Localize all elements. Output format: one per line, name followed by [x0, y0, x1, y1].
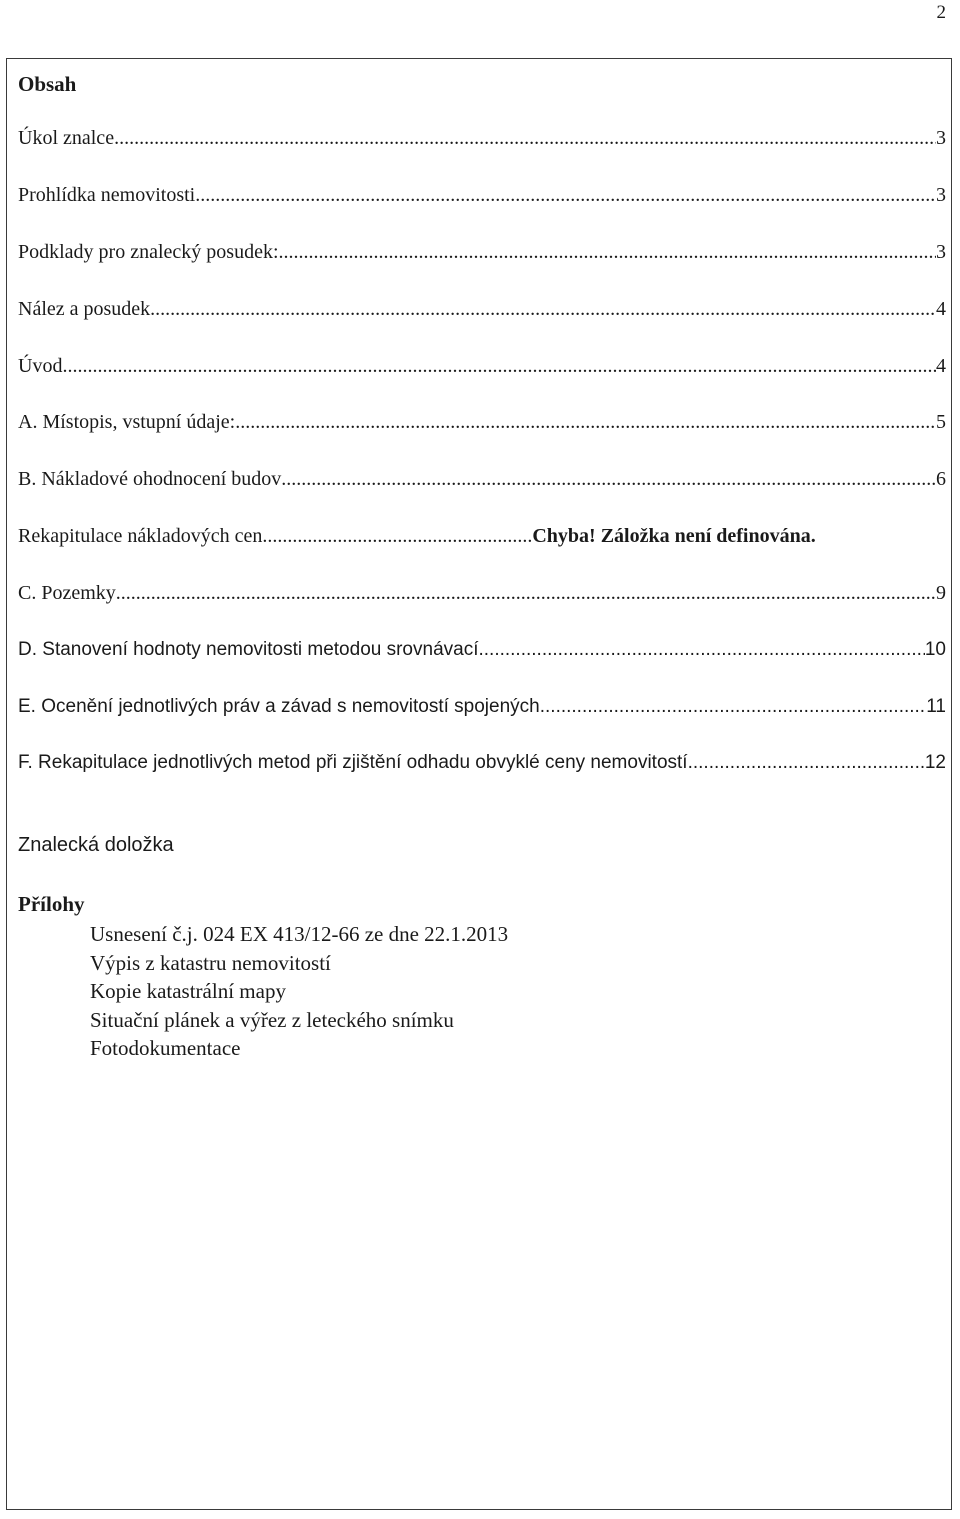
toc-entry-page: 5 [936, 411, 946, 433]
toc-entry[interactable] [18, 298, 946, 324]
toc-entry[interactable] [18, 355, 946, 381]
page-number: 2 [936, 2, 946, 23]
toc-entry[interactable] [18, 184, 946, 210]
expert-clause-heading: Znalecká doložka [18, 834, 174, 856]
toc-entry-label: Nález a posudek [18, 298, 151, 320]
toc-entry[interactable] [18, 582, 946, 608]
toc-entry[interactable] [18, 411, 946, 437]
toc-leader-dots [195, 184, 936, 207]
toc-entry-page: 3 [936, 184, 946, 206]
attachment-item: Fotodokumentace [90, 1036, 241, 1060]
attachment-item: Usnesení č.j. 024 EX 413/12-66 ze dne 22.1.2013 [90, 922, 509, 946]
toc-leader-dots [540, 696, 927, 718]
attachment-item: Kopie katastrální mapy [90, 979, 286, 1003]
toc-entry-label: Úvod [18, 355, 63, 377]
toc-entry-label: D. Stanovení hodnoty nemovitosti metodou srovnávací [18, 639, 479, 660]
toc-entry[interactable] [18, 639, 946, 665]
toc-entry-label: Úkol znalce [18, 127, 115, 149]
toc-entry-label: Prohlídka nemovitosti [18, 184, 196, 206]
toc-leader-dots [235, 411, 936, 434]
toc-leader-dots [281, 468, 936, 491]
toc-leader-dots [478, 639, 924, 661]
toc-entry[interactable] [18, 696, 946, 722]
attachments-heading: Přílohy [18, 892, 85, 916]
attachment-item: Situační plánek a výřez z leteckého snímku [90, 1007, 454, 1032]
toc-leader-dots [262, 525, 532, 548]
toc-entry-page: 12 [924, 752, 946, 773]
toc-entry-page: 4 [936, 355, 946, 377]
toc-entry-label: A. Místopis, vstupní údaje: [18, 411, 236, 433]
toc-entry-label: C. Pozemky [18, 582, 116, 604]
toc-entry-label: Podklady pro znalecký posudek: [18, 241, 279, 263]
toc-entry-page: 3 [936, 127, 946, 149]
toc-entry[interactable] [18, 127, 946, 153]
toc-entry-label: Rekapitulace nákladových cen [18, 525, 263, 547]
toc-entry[interactable] [18, 468, 946, 494]
toc-entry-page: 3 [936, 241, 946, 263]
toc-entry-label: F. Rekapitulace jednotlivých metod při zjištění odhadu obvyklé ceny nemovitostí [18, 752, 688, 773]
toc-entry-page: 10 [924, 639, 946, 660]
toc-leader-dots [114, 127, 936, 150]
toc-entry-label: B. Nákladové ohodnocení budov [18, 468, 282, 490]
content-frame [6, 58, 952, 1510]
attachment-item: Výpis z katastru nemovitostí [90, 950, 331, 975]
toc-entry-page: 4 [936, 298, 946, 320]
toc-entry-label: E. Ocenění jednotlivých práv a závad s nemovitostí spojených [18, 696, 540, 717]
toc-leader-dots [279, 241, 937, 264]
toc-entry[interactable] [18, 241, 946, 267]
toc-entry-page: 9 [936, 582, 946, 604]
toc-entry[interactable] [18, 525, 946, 551]
toc-leader-dots [688, 752, 925, 774]
toc-entry[interactable] [18, 752, 946, 778]
toc-entry-page: 11 [926, 696, 946, 717]
toc-leader-dots [116, 582, 936, 605]
toc-leader-dots [62, 355, 936, 378]
toc-entry-page: 6 [936, 468, 946, 490]
toc-entry-error: Chyba! Záložka není definována. [532, 525, 816, 547]
toc-leader-dots [150, 298, 936, 321]
toc-title: Obsah [18, 72, 77, 96]
attachment-list [90, 920, 508, 1063]
